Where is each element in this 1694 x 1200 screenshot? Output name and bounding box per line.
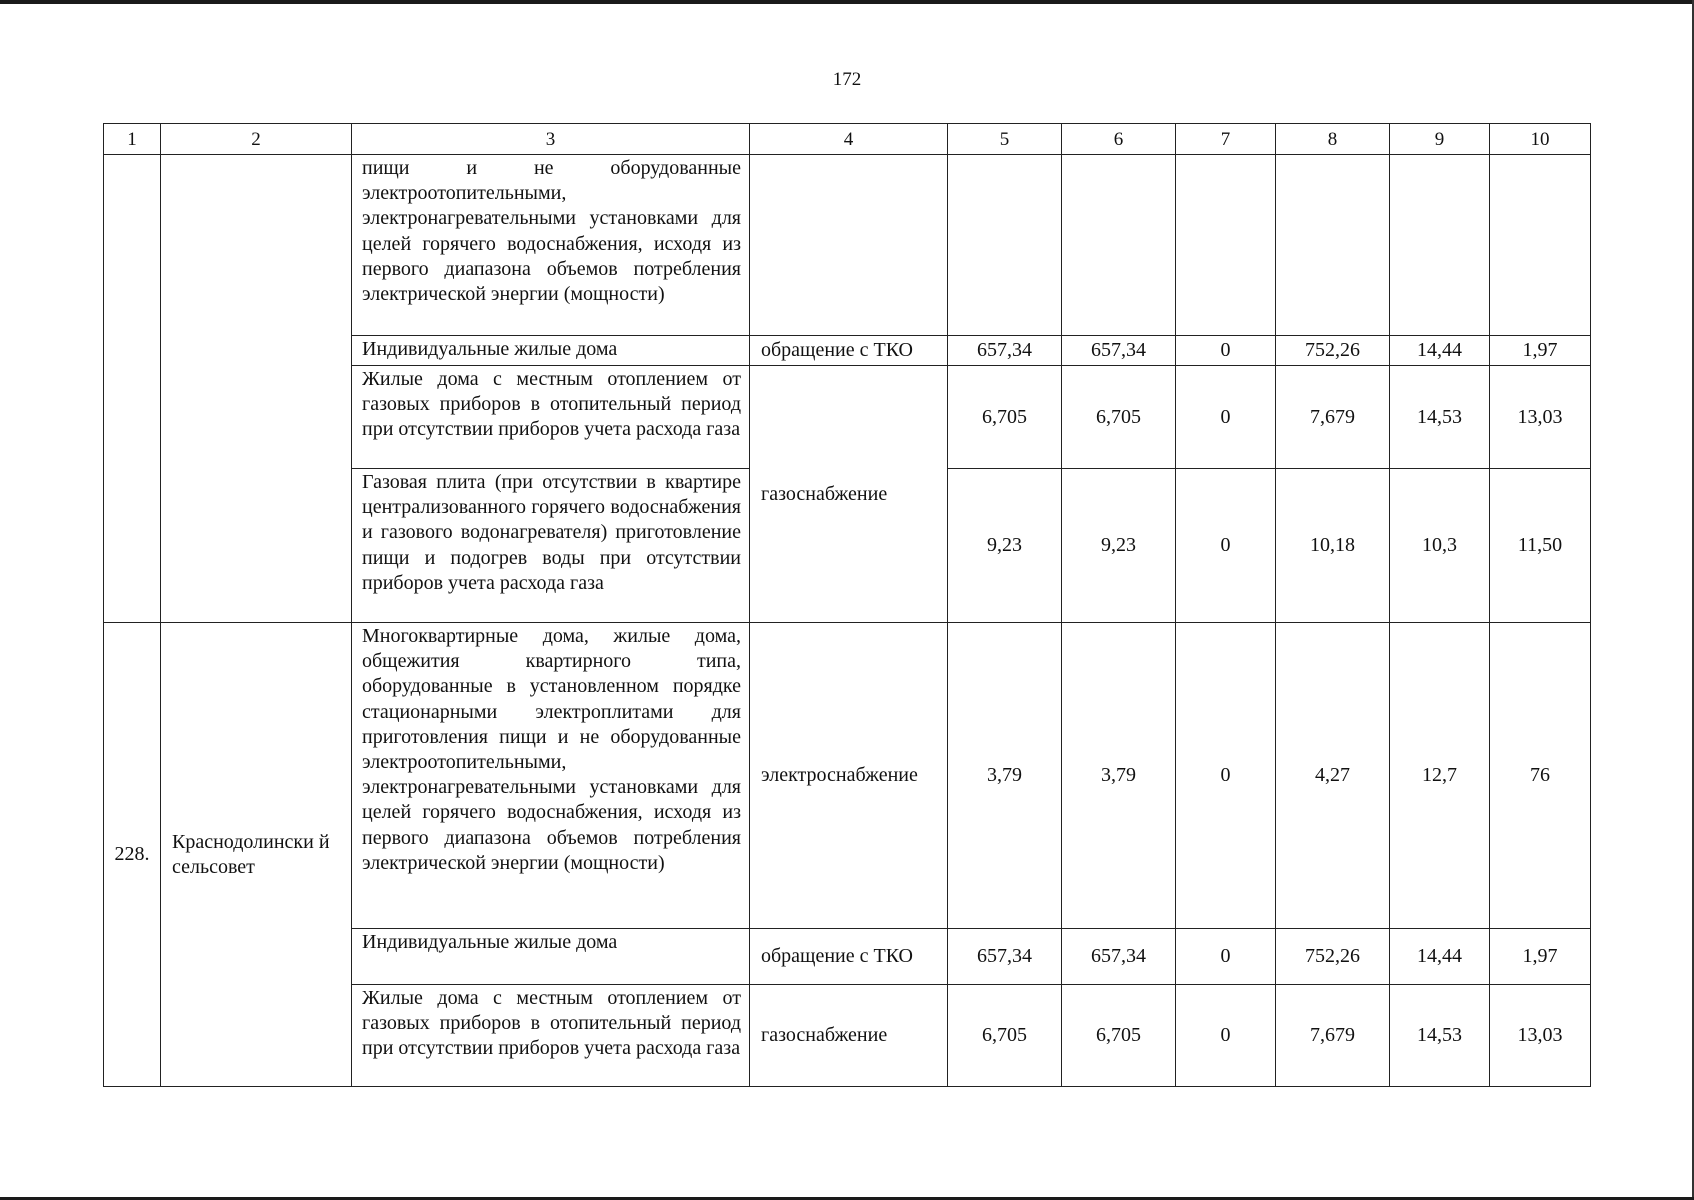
value-cell: 4,27 [1276, 623, 1390, 929]
header-cell: 5 [948, 124, 1062, 155]
value-cell: 752,26 [1276, 929, 1390, 985]
value-cell [1490, 155, 1591, 336]
header-cell: 10 [1490, 124, 1591, 155]
value-cell: 14,53 [1390, 985, 1490, 1087]
value-cell: 13,03 [1490, 985, 1591, 1087]
value-cell: 0 [1176, 366, 1276, 469]
header-cell: 6 [1062, 124, 1176, 155]
value-cell: 0 [1176, 336, 1276, 366]
table-row [104, 623, 1591, 929]
value-cell: 7,679 [1276, 985, 1390, 1087]
header-cell: 1 [104, 124, 161, 155]
value-cell: 6,705 [948, 985, 1062, 1087]
row-index: 228. [104, 623, 161, 1087]
value-cell: 10,18 [1276, 469, 1390, 623]
value-cell [948, 155, 1062, 336]
service-cell: электроснабжение [750, 623, 948, 929]
value-cell [1276, 155, 1390, 336]
value-cell: 1,97 [1490, 336, 1591, 366]
value-cell: 3,79 [1062, 623, 1176, 929]
header-cell: 2 [161, 124, 352, 155]
service-cell: газоснабжение [750, 985, 948, 1087]
value-cell: 0 [1176, 985, 1276, 1087]
service-cell [750, 155, 948, 336]
category-cell: Жилые дома с местным отоплением от газовых приборов в отопительный период при отсутствии приборов учета расхода газа [352, 985, 750, 1087]
table-row [104, 155, 1591, 336]
value-cell: 10,3 [1390, 469, 1490, 623]
value-cell: 3,79 [948, 623, 1062, 929]
value-cell: 11,50 [1490, 469, 1591, 623]
header-cell: 8 [1276, 124, 1390, 155]
value-cell: 0 [1176, 929, 1276, 985]
value-cell: 7,679 [1276, 366, 1390, 469]
value-cell: 6,705 [1062, 366, 1176, 469]
value-cell [1176, 155, 1276, 336]
value-cell: 9,23 [948, 469, 1062, 623]
value-cell [1390, 155, 1490, 336]
value-cell: 657,34 [1062, 336, 1176, 366]
header-cell: 3 [352, 124, 750, 155]
settlement-cell-empty [161, 155, 352, 623]
page-number: 172 [832, 69, 862, 90]
value-cell: 9,23 [1062, 469, 1176, 623]
value-cell: 6,705 [948, 366, 1062, 469]
value-cell: 657,34 [1062, 929, 1176, 985]
service-cell: обращение с ТКО [750, 336, 948, 366]
header-cell: 7 [1176, 124, 1276, 155]
category-cell: Газовая плита (при отсутствии в квартире централизованного горячего водоснабжения и газового водонагревателя) приготовление пищи и подогрев воды при отсутствии приборов учета расхода газа [352, 469, 750, 623]
value-cell: 14,44 [1390, 336, 1490, 366]
value-cell [1062, 155, 1176, 336]
category-cell: Жилые дома с местным отоплением от газовых приборов в отопительный период при отсутствии приборов учета расхода газа [352, 366, 750, 469]
header-cell: 4 [750, 124, 948, 155]
value-cell: 0 [1176, 469, 1276, 623]
value-cell: 657,34 [948, 336, 1062, 366]
value-cell: 76 [1490, 623, 1591, 929]
category-cell: Индивидуальные жилые дома [352, 336, 750, 366]
service-cell: обращение с ТКО [750, 929, 948, 985]
value-cell: 0 [1176, 623, 1276, 929]
value-cell: 14,44 [1390, 929, 1490, 985]
header-row [104, 124, 1591, 155]
value-cell: 13,03 [1490, 366, 1591, 469]
value-cell: 752,26 [1276, 336, 1390, 366]
settlement-name: Краснодолински й сельсовет [161, 623, 352, 1087]
category-cell: Индивидуальные жилые дома [352, 929, 750, 985]
scan-edge-top [0, 0, 1694, 4]
category-cell: Многоквартирные дома, жилые дома, общежития квартирного типа, оборудованные в установленном порядке стационарными электроплитами для приготовления пищи и не оборудованные электроотопительными, электронагревательными установками для целей горячего водоснабжения, исходя из первого диапазона объемов потребления электрической энергии (мощности) [352, 623, 750, 929]
value-cell: 6,705 [1062, 985, 1176, 1087]
value-cell: 657,34 [948, 929, 1062, 985]
service-cell: газоснабжение [750, 366, 948, 623]
category-cell: пищи и не оборудованные электроотопительными, электронагревательными установками для целей горячего водоснабжения, исходя из первого диапазона объемов потребления электрической энергии (мощности) [352, 155, 750, 336]
index-cell-empty [104, 155, 161, 623]
value-cell: 1,97 [1490, 929, 1591, 985]
tariff-table [103, 123, 1591, 1087]
value-cell: 12,7 [1390, 623, 1490, 929]
value-cell: 14,53 [1390, 366, 1490, 469]
header-cell: 9 [1390, 124, 1490, 155]
